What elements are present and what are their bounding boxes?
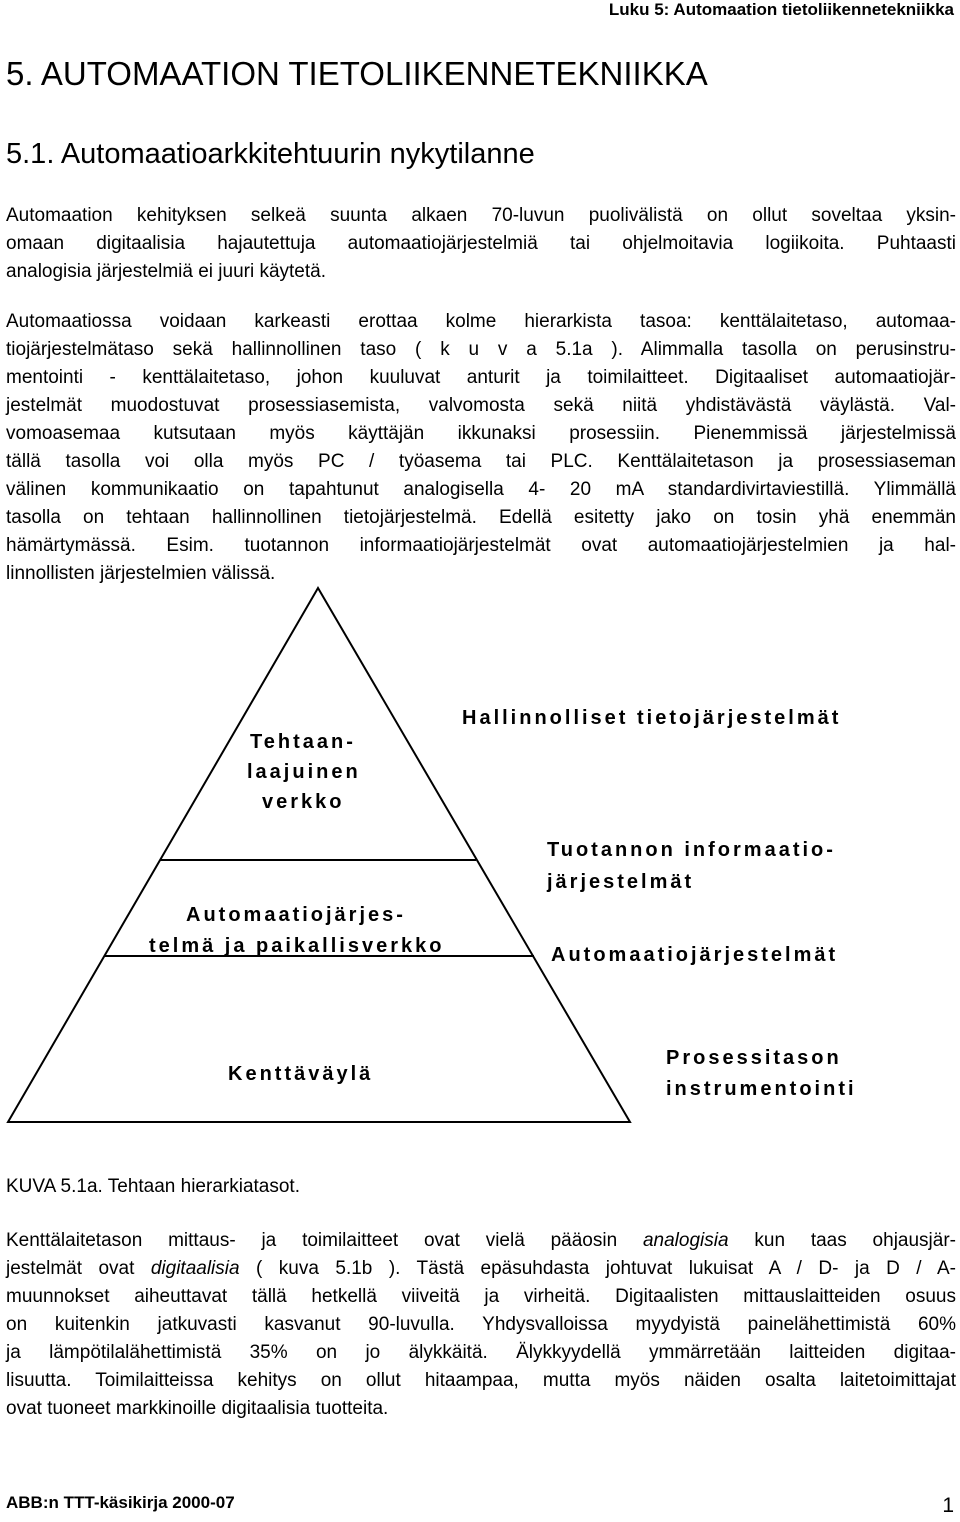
paragraph-line: vomoasemaa kutsutaan myös käyttäjän ikkunaksi prosessiin. Pienemmissä järjestelmissä bbox=[6, 423, 956, 444]
emphasis-digital: digitaalisia bbox=[150, 1258, 240, 1279]
paragraph-line: tällä tasolla voi olla myös PC / työasema tai PLC. Kenttälaitetason ja prosessiaseman bbox=[6, 451, 956, 472]
text-run: kun taas ohjausjär- bbox=[728, 1230, 956, 1251]
paragraph-2 bbox=[6, 308, 956, 588]
paragraph-line: on kuitenkin jatkuvasti kasvanut 90-luvulla. Yhdysvalloissa myydyistä painelähettimistä 60% bbox=[6, 1314, 956, 1335]
side-label-process-instrumentation: Prosessitason instrumentointi bbox=[666, 1047, 857, 1100]
paragraph-line: Automaatiossa voidaan karkeasti erottaa kolme hierarkista tasoa: kenttälaitetaso, automaa- bbox=[6, 311, 956, 332]
page-number: 1 bbox=[942, 1494, 954, 1517]
paragraph-line: välinen kommunikaatio on tapahtunut analogisella 4- 20 mA standardivirtaviestillä. Ylimmällä bbox=[6, 479, 956, 500]
paragraph-line: lisuutta. Toimilaitteissa kehitys on ollut hitaampaa, mutta myös näiden osalta laitetoimittajat bbox=[6, 1370, 956, 1391]
paragraph-line: tiojärjestelmätaso sekä hallinnollinen taso ( k u v a 5.1a ). Alimmalla tasolla on perusinstru- bbox=[6, 339, 956, 360]
paragraph-line: hämärtymässä. Esim. tuotannon informaatiojärjestelmät ovat automaatiojärjestelmien ja hal- bbox=[6, 535, 956, 556]
section-title: 5.1. Automaatioarkkitehtuurin nykytilanne bbox=[6, 138, 535, 170]
emphasis-analog: analogisia bbox=[642, 1230, 729, 1251]
paragraph-line: analogisia järjestelmiä ei juuri käytetä. bbox=[6, 261, 326, 282]
paragraph-line: muunnokset aiheuttavat tällä hetkellä viiveitä ja virheitä. Digitaalisten mittauslaitteiden osuus bbox=[6, 1286, 956, 1307]
pyramid-triangle bbox=[8, 588, 630, 1122]
pyramid-bottom-label: Kenttäväylä bbox=[228, 1063, 374, 1085]
paragraph-line: linnollisten järjestelmien välissä. bbox=[6, 563, 276, 584]
running-header: Luku 5: Automaation tietoliikennetekniikka bbox=[608, 0, 954, 19]
footer-book-title: ABB:n TTT-käsikirja 2000-07 bbox=[6, 1493, 235, 1512]
chapter-title: 5. AUTOMAATION TIETOLIIKENNETEKNIIKKA bbox=[6, 55, 708, 92]
text-run: ( kuva 5.1b ). Tästä epäsuhdasta johtuvat lukuisat A / D- ja D / A- bbox=[239, 1258, 956, 1279]
figure-caption: KUVA 5.1a. Tehtaan hierarkiatasot. bbox=[6, 1176, 300, 1197]
side-label-automation-systems: Automaatiojärjestelmät bbox=[551, 944, 839, 966]
text-run: Kenttälaitetason mittaus- ja toimilaitteet ovat vielä pääosin bbox=[6, 1230, 643, 1251]
pyramid-middle-label: Automaatiojärjes-telmä ja paikallisverkko bbox=[149, 904, 445, 957]
paragraph-1 bbox=[6, 202, 956, 286]
paragraph-line: mentointi - kenttälaitetaso, johon kuuluvat anturit ja toimilaitteet. Digitaaliset automaatiojär- bbox=[6, 367, 956, 388]
paragraph-line: Automaation kehityksen selkeä suunta alkaen 70-luvun puolivälistä on ollut soveltaa yksin- bbox=[6, 205, 956, 226]
pyramid-top-label: Tehtaan-laajuinen verkko bbox=[247, 731, 361, 813]
paragraph-3 bbox=[6, 1227, 956, 1423]
paragraph-line: jestelmät muodostuvat prosessiasemista, valvomosta sekä niitä yhdistävästä väylästä. Val- bbox=[6, 395, 956, 416]
paragraph-line: tasolla on tehtaan hallinnollinen tietojärjestelmä. Edellä esitetty jako on tosin yhä enemmän bbox=[6, 507, 956, 528]
paragraph-line bbox=[6, 1227, 956, 1255]
text-run: jestelmät ovat bbox=[6, 1258, 151, 1279]
paragraph-line bbox=[6, 1255, 956, 1283]
paragraph-line: omaan digitaalisia hajautettuja automaatiojärjestelmiä tai ohjelmoitavia logiikoita. Puhtaasti bbox=[6, 233, 956, 254]
paragraph-line: ovat tuoneet markkinoille digitaalisia tuotteita. bbox=[6, 1398, 389, 1419]
side-label-production-info: Tuotannon informaatio-järjestelmät bbox=[547, 839, 836, 893]
hierarchy-pyramid-diagram bbox=[0, 580, 960, 1140]
paragraph-line: ja lämpötilalähettimistä 35% on jo älykkäitä. Älykkyydellä ymmärretään laitteiden digitaa- bbox=[6, 1342, 956, 1363]
side-label-administrative: Hallinnolliset tietojärjestelmät bbox=[462, 707, 842, 729]
